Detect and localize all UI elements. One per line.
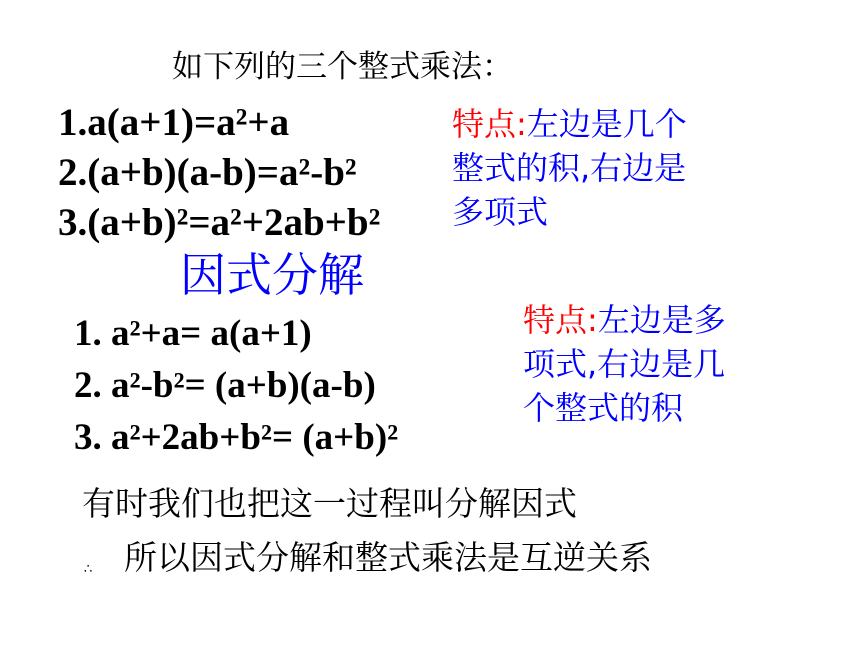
intro-text: 如下列的三个整式乘法： bbox=[172, 49, 513, 85]
multiplication-note-label: 特点: bbox=[452, 105, 527, 143]
bottom-text-1: 有时我们也把这一过程叫分解因式 bbox=[82, 484, 577, 523]
multiplication-feature-note bbox=[452, 102, 687, 234]
factorization-note-text-1: 左边是多 bbox=[597, 301, 726, 339]
multiplication-note-line-2: 整式的积,右边是 bbox=[452, 149, 687, 187]
multiplication-note-line-1 bbox=[452, 102, 687, 146]
multiplication-note-line-3: 多项式 bbox=[452, 193, 549, 231]
factorization-note-line-2: 项式,右边是几 bbox=[523, 345, 726, 383]
therefore-symbol: ∴ bbox=[84, 562, 93, 577]
multiplication-equation-1: 1.a(a+1)=a²+a bbox=[58, 101, 290, 144]
factorization-note-line-1 bbox=[523, 298, 726, 342]
multiplication-equation-3: 3.(a+b)²=a²+2ab+b² bbox=[58, 201, 381, 244]
factorization-equation-1: 1. a²+a= a(a+1) bbox=[74, 313, 312, 354]
multiplication-note-text-1: 左边是几个 bbox=[526, 105, 687, 143]
factorization-note-label: 特点: bbox=[523, 301, 598, 339]
factorization-equation-3: 3. a²+2ab+b²= (a+b)² bbox=[74, 417, 399, 458]
bottom-text-2: 所以因式分解和整式乘法是互逆关系 bbox=[124, 538, 652, 577]
factorization-feature-note bbox=[523, 298, 726, 430]
factorization-equation-2: 2. a²-b²= (a+b)(a-b) bbox=[74, 365, 376, 406]
factorization-note-line-3: 个整式的积 bbox=[523, 389, 684, 427]
factorization-heading: 因式分解 bbox=[180, 248, 364, 302]
multiplication-equation-2: 2.(a+b)(a-b)=a²-b² bbox=[58, 151, 357, 194]
